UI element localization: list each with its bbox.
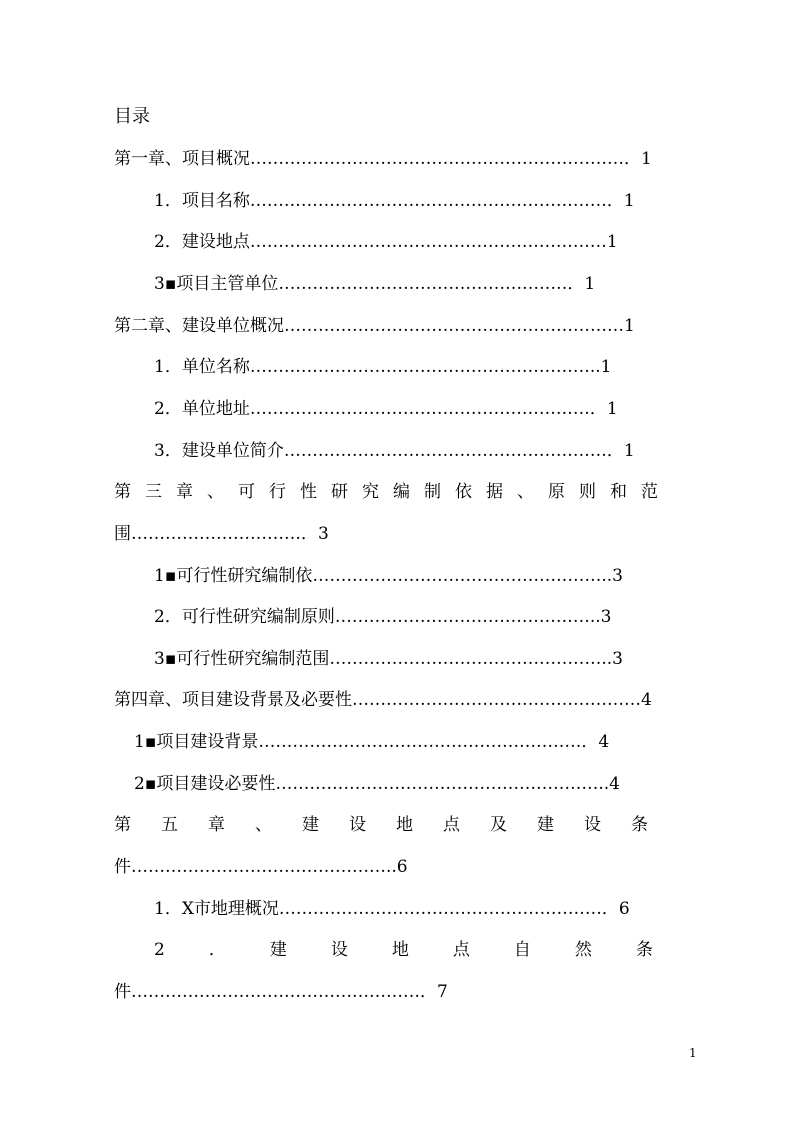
toc-entry-2-1: 1．单位名称……………………………………………………..1 [154, 357, 612, 377]
toc-entry-5-2-line-1: 2．建设地点自然条 [154, 940, 697, 960]
toc-entry-2-3: 3．建设单位简介…………………………………………………．1 [154, 441, 635, 461]
toc-entry-3-3: 3▪可行性研究编制范围…………………………………………..3 [154, 649, 623, 669]
page-number: 1 [689, 1046, 697, 1060]
toc-entry-chapter-3-line-2: 围…………………………．3 [114, 524, 329, 544]
toc-entry-4-2: 2▪项目建设必要性…………………………………………………..4 [134, 774, 620, 794]
toc-entry-5-1: 1．X市地理概况…………………………………………………．6 [154, 899, 630, 919]
toc-heading: 目录 [114, 106, 150, 127]
toc-entry-3-1: 1▪可行性研究编制依……………………………………………..3 [154, 566, 623, 586]
toc-entry-chapter-5-line-2: 件………………………………………..6 [114, 857, 408, 877]
toc-entry-chapter-2: 第二章、建设单位概况……………………………………………………1 [114, 316, 635, 336]
toc-entry-5-2-line-2: 件……………………………………………．7 [114, 982, 448, 1002]
toc-entry-3-2: 2．可行性研究编制原则………………………………………..3 [154, 607, 612, 627]
toc-entry-chapter-1: 第一章、项目概况…………………………………………………………．1 [114, 149, 652, 169]
toc-entry-chapter-5-line-1: 第五章、建设地点及建设条 [114, 815, 678, 835]
toc-entry-chapter-3-line-1: 第三章、可行性研究编制依据、原则和范 [114, 482, 672, 502]
toc-entry-chapter-4: 第四章、项目建设背景及必要性……………………………………………4 [114, 690, 652, 710]
toc-entry-1-2: 2．建设地点………………………………………………………1 [154, 232, 618, 252]
toc-entry-2-2: 2．单位地址……………………………………………………．1 [154, 399, 618, 419]
toc-entry-1-1: 1．项目名称………………………………………………………．1 [154, 191, 635, 211]
toc-entry-4-1: 1▪项目建设背景…………………………………………………．4 [134, 732, 610, 752]
toc-entry-1-3: 3▪项目主管单位……………………………………………．1 [154, 274, 596, 294]
